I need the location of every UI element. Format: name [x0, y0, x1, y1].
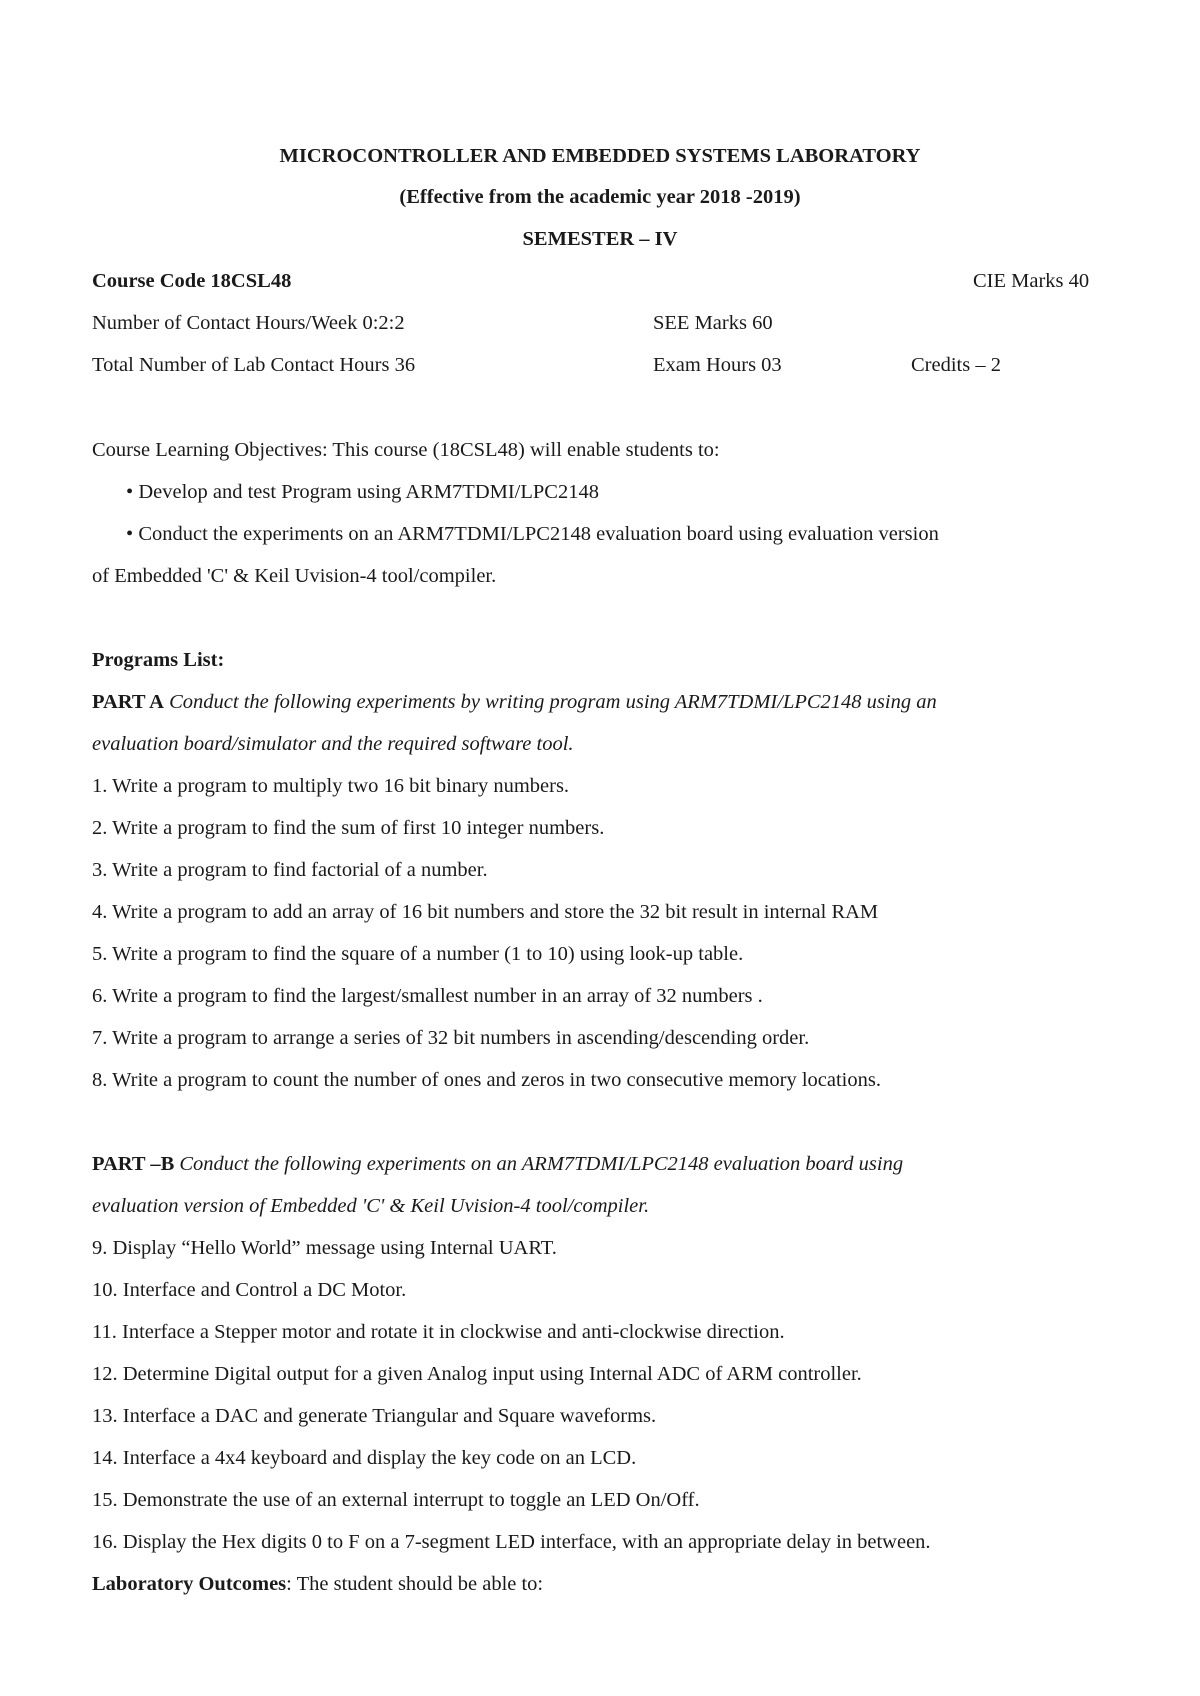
program-item: 1. Write a program to multiply two 16 bit binary numbers.	[92, 775, 570, 797]
program-item: 15. Demonstrate the use of an external interrupt to toggle an LED On/Off.	[92, 1489, 700, 1511]
objective-item: • Conduct the experiments on an ARM7TDMI/LPC2148 evaluation board using evaluation version	[126, 523, 939, 545]
program-item: 9. Display “Hello World” message using Internal UART.	[92, 1237, 557, 1259]
laboratory-outcomes	[92, 1571, 543, 1597]
part-a-label: PART A	[92, 691, 164, 713]
program-item: 8. Write a program to count the number of ones and zeros in two consecutive memory locations.	[92, 1069, 881, 1091]
effective-year: (Effective from the academic year 2018 -2019)	[399, 186, 801, 208]
course-code: Course Code 18CSL48	[92, 270, 292, 292]
program-item: 6. Write a program to find the largest/smallest number in an array of 32 numbers .	[92, 985, 763, 1007]
bullet: •	[126, 481, 134, 503]
program-item: 16. Display the Hex digits 0 to F on a 7-segment LED interface, with an appropriate delay in between.	[92, 1531, 931, 1553]
program-item: 2. Write a program to find the sum of first 10 integer numbers.	[92, 817, 605, 839]
program-item: 3. Write a program to find factorial of a number.	[92, 859, 488, 881]
part-b-description-continued: evaluation version of Embedded 'C' & Keil Uvision-4 tool/compiler.	[92, 1195, 650, 1217]
lab-hours: Total Number of Lab Contact Hours 36	[92, 354, 416, 376]
credits: Credits – 2	[911, 354, 1001, 376]
part-b-description: Conduct the following experiments on an ARM7TDMI/LPC2148 evaluation board using	[179, 1153, 904, 1175]
objective-item: • Develop and test Program using ARM7TDMI/LPC2148	[126, 481, 599, 503]
see-marks: SEE Marks 60	[653, 312, 773, 334]
program-item: 13. Interface a DAC and generate Triangular and Square waveforms.	[92, 1405, 657, 1427]
program-item: 5. Write a program to find the square of a number (1 to 10) using look-up table.	[92, 943, 744, 965]
bullet: •	[126, 523, 134, 545]
cie-marks: CIE Marks 40	[973, 270, 1090, 292]
program-item: 10. Interface and Control a DC Motor.	[92, 1279, 407, 1301]
program-item: 14. Interface a 4x4 keyboard and display the key code on an LCD.	[92, 1447, 637, 1469]
outcomes-label: Laboratory Outcomes	[92, 1573, 287, 1595]
part-a-description: Conduct the following experiments by writing program using ARM7TDMI/LPC2148 using an	[169, 691, 937, 713]
outcomes-text: : The student should be able to:	[286, 1573, 544, 1595]
program-item: 11. Interface a Stepper motor and rotate it in clockwise and anti-clockwise direction.	[92, 1321, 785, 1343]
part-b-heading	[92, 1151, 903, 1177]
objectives-intro: Course Learning Objectives: This course (18CSL48) will enable students to:	[92, 439, 720, 461]
part-a-description-continued: evaluation board/simulator and the required software tool.	[92, 733, 574, 755]
program-item: 4. Write a program to add an array of 16 bit numbers and store the 32 bit result in internal RAM	[92, 901, 879, 923]
contact-hours: Number of Contact Hours/Week 0:2:2	[92, 312, 405, 334]
programs-heading: Programs List:	[92, 649, 225, 671]
program-item: 12. Determine Digital output for a given Analog input using Internal ADC of ARM controller.	[92, 1363, 862, 1385]
part-a-heading	[92, 689, 937, 715]
objective-continuation: of Embedded 'C' & Keil Uvision-4 tool/compiler.	[92, 565, 497, 587]
document-title: MICROCONTROLLER AND EMBEDDED SYSTEMS LABORATORY	[279, 145, 921, 167]
exam-hours: Exam Hours 03	[653, 354, 782, 376]
part-b-label: PART –B	[92, 1153, 175, 1175]
semester-label: SEMESTER – IV	[522, 228, 678, 250]
program-item: 7. Write a program to arrange a series of 32 bit numbers in ascending/descending order.	[92, 1027, 810, 1049]
